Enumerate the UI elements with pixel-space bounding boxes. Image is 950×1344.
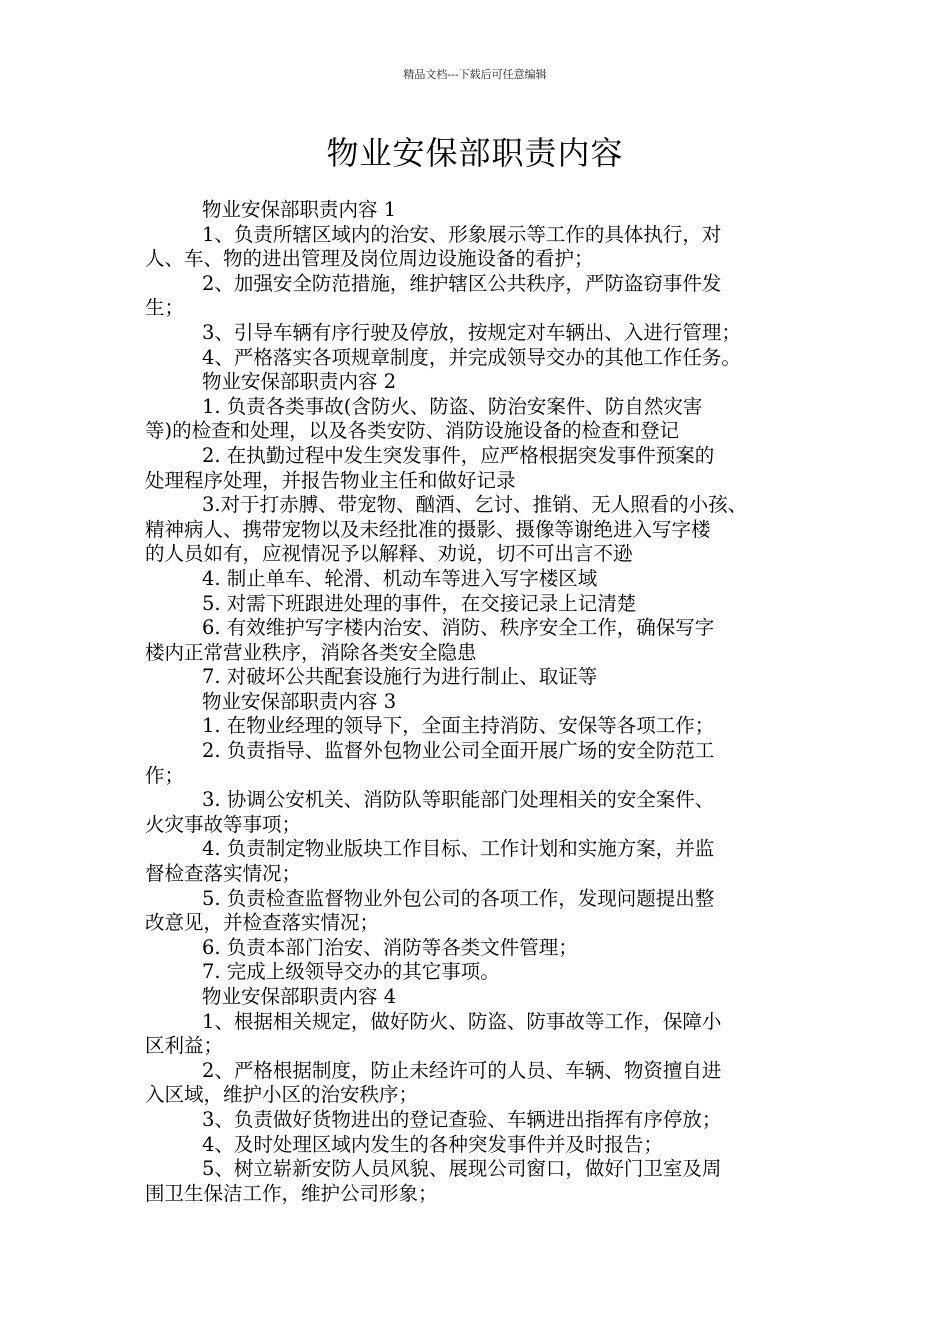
paragraph-line: 4、及时处理区域内发生的各种突发事件并及时报告； bbox=[202, 1132, 663, 1156]
paragraph-line: 7. 完成上级领导交办的其它事项。 bbox=[202, 960, 500, 984]
paragraph-line: 3、负责做好货物进出的登记查验、车辆进出指挥有序停放； bbox=[202, 1107, 722, 1131]
paragraph-line: 等)的检查和处理，以及各类安防、消防设施设备的检查和登记 bbox=[145, 419, 680, 443]
paragraph-line: 火灾事故等事项； bbox=[145, 812, 302, 836]
document-body bbox=[145, 198, 817, 1206]
paragraph-line: 4. 制止单车、轮滑、机动车等进入写字楼区域 bbox=[202, 566, 598, 590]
paragraph-line: 作； bbox=[145, 763, 185, 787]
paragraph-line: 处理程序处理，并报告物业主任和做好记录 bbox=[145, 468, 516, 492]
paragraph-line: 楼内正常营业秩序，消除各类安全隐患 bbox=[145, 640, 477, 664]
paragraph-line: 的人员如有，应视情况予以解释、劝说，切不可出言不逊 bbox=[145, 542, 633, 566]
header-note: 精品文档---下载后可任意编辑 bbox=[403, 68, 547, 81]
paragraph-line: 4. 负责制定物业版块工作目标、工作计划和实施方案，并监 bbox=[202, 837, 715, 861]
paragraph-line: 物业安保部职责内容 4 bbox=[202, 985, 397, 1008]
paragraph-line: 1. 在物业经理的领导下，全面主持消防、安保等各项工作； bbox=[202, 714, 715, 738]
paragraph-line: 物业安保部职责内容 2 bbox=[202, 370, 397, 394]
paragraph-line: 3、引导车辆有序行驶及停放，按规定对车辆出、入进行管理； bbox=[202, 320, 741, 344]
paragraph-line: 1、根据相关规定，做好防火、防盗、防事故等工作，保障小 bbox=[202, 1009, 722, 1033]
paragraph-line: 3.对于打赤膊、带宠物、酗酒、乞讨、推销、无人照看的小孩、 bbox=[202, 493, 748, 517]
paragraph-line: 物业安保部职责内容 1 bbox=[202, 198, 397, 221]
page-title: 物业安保部职责内容 bbox=[326, 134, 624, 172]
paragraph-line: 1. 负责各类事故(含防火、防盗、防治安案件、防自然灾害 bbox=[202, 394, 703, 418]
paragraph-line: 督检查落实情况； bbox=[145, 862, 302, 886]
paragraph-line: 改意见，并检查落实情况； bbox=[145, 911, 380, 935]
paragraph-line: 物业安保部职责内容 3 bbox=[202, 689, 397, 713]
paragraph-line: 生； bbox=[145, 296, 185, 320]
paragraph-line: 2、加强安全防范措施，维护辖区公共秩序，严防盗窃事件发 bbox=[202, 271, 722, 295]
paragraph-line: 2、严格根据制度，防止未经许可的人员、车辆、物资擅自进 bbox=[202, 1058, 722, 1082]
paragraph-line: 区利益； bbox=[145, 1034, 224, 1058]
paragraph-line: 1、负责所辖区域内的治安、形象展示等工作的具体执行，对 bbox=[202, 222, 722, 246]
paragraph-line: 4、严格落实各项规章制度，并完成领导交办的其他工作任务。 bbox=[202, 345, 741, 369]
paragraph-line: 2. 负责指导、监督外包物业公司全面开展广场的安全防范工 bbox=[202, 739, 715, 763]
paragraph-line: 5. 负责检查监督物业外包公司的各项工作，发现问题提出整 bbox=[202, 886, 715, 910]
paragraph-line: 入区域，维护小区的治安秩序； bbox=[145, 1083, 419, 1107]
paragraph-line: 6. 负责本部门治安、消防等各类文件管理； bbox=[202, 935, 578, 959]
paragraph-line: 2. 在执勤过程中发生突发事件，应严格根据突发事件预案的 bbox=[202, 443, 715, 467]
paragraph-line: 围卫生保洁工作，维护公司形象； bbox=[145, 1181, 438, 1205]
paragraph-line: 人、车、物的进出管理及岗位周边设施设备的看护； bbox=[145, 247, 594, 271]
paragraph-line: 3. 协调公安机关、消防队等职能部门处理相关的安全案件、 bbox=[202, 788, 715, 812]
paragraph-line: 5、树立崭新安防人员风貌、展现公司窗口，做好门卫室及周 bbox=[202, 1157, 722, 1181]
paragraph-line: 6. 有效维护写字楼内治安、消防、秩序安全工作，确保写字 bbox=[202, 616, 715, 640]
paragraph-line: 5. 对需下班跟进处理的事件，在交接记录上记清楚 bbox=[202, 591, 637, 615]
paragraph-line: 7. 对破坏公共配套设施行为进行制止、取证等 bbox=[202, 665, 598, 689]
paragraph-line: 精神病人、携带宠物以及未经批准的摄影、摄像等谢绝进入写字楼 bbox=[145, 517, 711, 541]
